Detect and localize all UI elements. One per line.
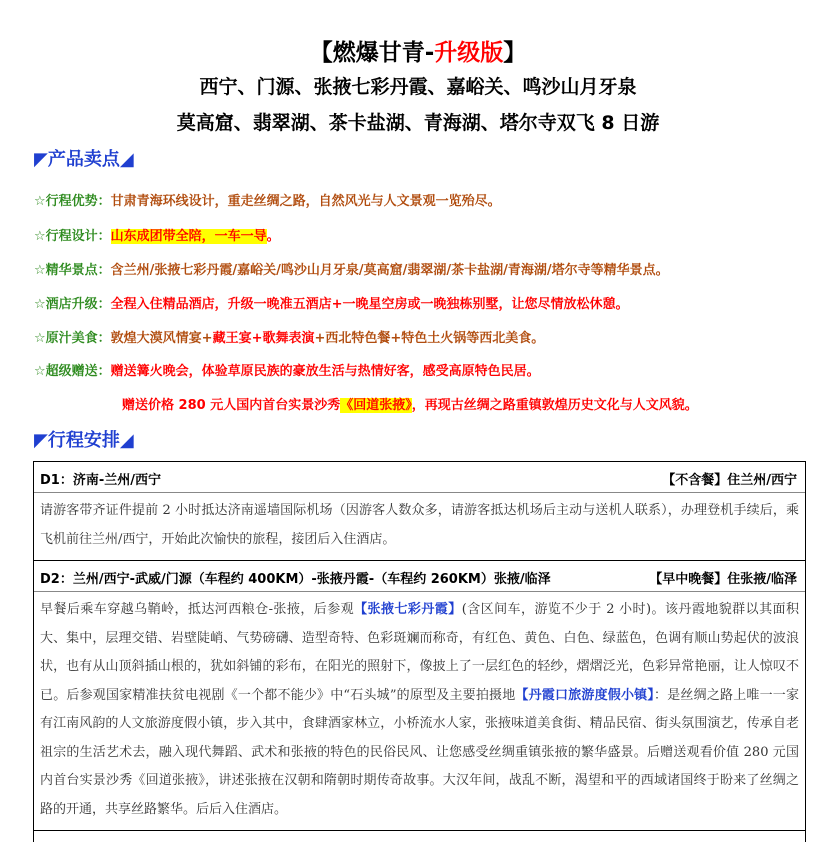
selling-point-advantage: ☆行程优势：甘肃青海环线设计，重走丝绸之路，自然风光与人文景观一览殆尽。 bbox=[34, 194, 501, 209]
day-2-header bbox=[34, 561, 805, 592]
section-heading-selling-points: ◤产品卖点◢ bbox=[34, 149, 134, 170]
day-2-route: D2：兰州/西宁-武威/门源（车程约 400KM）-张掖丹霞-（车程约 260KM）张掖/临泽 bbox=[40, 572, 551, 587]
selling-point-hotel: ☆酒店升级：全程入住精品酒店，升级一晚准五酒店+一晚星空房或一晚独栋别墅，让您尽情放松休憩。 bbox=[34, 297, 629, 312]
attraction-danxia: 【张掖七彩丹霞】 bbox=[354, 602, 462, 617]
itinerary-table bbox=[33, 461, 806, 842]
day-1-meals-stay: 【不含餐】住兰州/西宁 bbox=[662, 473, 797, 488]
selling-point-gift: ☆超级赠送：赠送篝火晚会，体验草原民族的豪放生活与热情好客，感受高原特色民居。 bbox=[34, 364, 540, 379]
day-1-description: 请游客带齐证件提前 2 小时抵达济南遥墙国际机场（因游客人数众多，请游客抵达机场后主动与送机人联系），办理登机手续后，乘飞机前往兰州/西宁，开始此次愉快的旅程，接团后入住酒店。 bbox=[34, 493, 805, 561]
attraction-danxiakou-town: 【丹霞口旅游度假小镇】 bbox=[515, 687, 655, 703]
selling-point-gift-show: 赠送价格 280 元人国内首台实景沙秀《回道张掖》，再现古丝绸之路重镇敦煌历史文化与人文风貌。 bbox=[122, 398, 698, 413]
subtitle-line-1: 西宁、门源、张掖七彩丹霞、嘉峪关、鸣沙山月牙泉 bbox=[199, 76, 637, 98]
section-heading-itinerary: ◤行程安排◢ bbox=[34, 430, 134, 451]
day-2-meals-stay: 【早中晚餐】住张掖/临泽 bbox=[649, 572, 797, 587]
selling-point-food: ☆原汁美食：敦煌大漠风情宴+藏王宴+歌舞表演+西北特色餐+特色土火锅等西北美食。 bbox=[34, 331, 545, 346]
day-2-description: 早餐后乘车穿越乌鞘岭，抵达河西粮仓-张掖，后参观【张掖七彩丹霞】(含区间车，游览不少于 2 小时)。该丹霞地貌群以其面积大、集中，层理交错、岩壁陡峭、气势磅礴、造型奇特、色彩斑斓而称奇，有红色、黄色、白色、绿蓝色，色调有顺山势起伏的波浪状，也有从山顶斜插山根的，犹如斜铺的彩布，在阳光的照射下，像披上了一层红色的轻纱，熠熠泛光，色彩异常艳丽，让人惊叹不已。后参观国家精准扶贫电视剧《一个都不能少》中“石头城”的原型及主要拍摄地【丹霞口旅游度假小镇】：是丝绸之路上唯一一家有江南风韵的人文旅游度假小镇，步入其中，食肆酒家林立，小桥流水人家，张掖味道美食街、精品民宿、街头氛围演艺，传承自老祖宗的生活艺术去，融入现代舞蹈、武术和张掖的特色的民俗民风、让您感受丝绸重镇张掖的繁华盛景。后赠送观看价值 280 元国内首台实景沙秀《回道张掖》，讲述张掖在汉朝和隋朝时期传奇故事。大汉年间，战乱不断，渴望和平的西域诸国终于盼来了丝绸之路的开通，共享丝路繁华。后后入住酒店。 bbox=[34, 592, 805, 831]
page-title: 【燃爆甘青-升级版】 bbox=[309, 40, 527, 66]
day-1-header bbox=[34, 462, 805, 493]
day-1-route: D1：济南-兰州/西宁 bbox=[40, 473, 161, 488]
selling-point-attractions: ☆精华景点：含兰州/张掖七彩丹霞/嘉峪关/鸣沙山月牙泉/莫高窟/翡翠湖/茶卡盐湖/青海湖/塔尔寺等精华景点。 bbox=[34, 263, 669, 278]
subtitle-line-2: 莫高窟、翡翠湖、茶卡盐湖、青海湖、塔尔寺双飞 8 日游 bbox=[176, 112, 660, 134]
title-upgrade-tag: 升级版 bbox=[434, 40, 504, 66]
selling-point-design: ☆行程设计：山东成团带全陪，一车一导。 bbox=[34, 229, 280, 244]
